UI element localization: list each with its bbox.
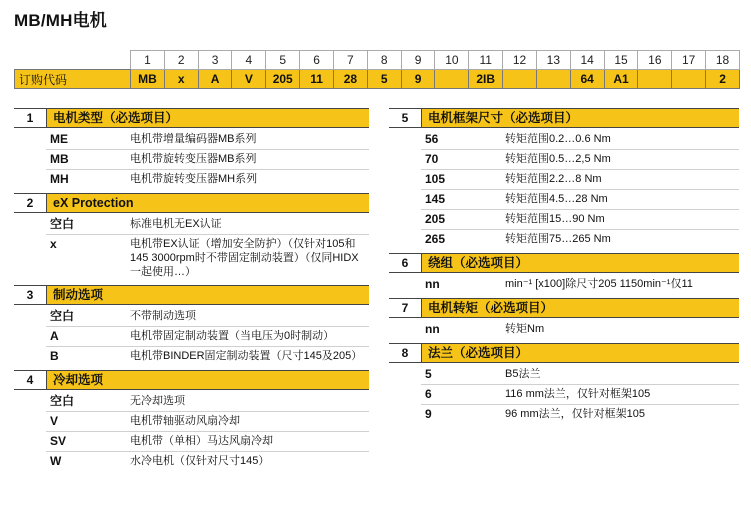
- option-code: MH: [50, 172, 69, 186]
- option-description: 水冷电机（仅针对尺寸145）: [130, 455, 270, 467]
- section-header: [14, 108, 369, 128]
- option-row: [421, 320, 739, 339]
- option-row: [421, 210, 739, 230]
- section-number: 8: [389, 344, 422, 362]
- position-number: 11: [469, 51, 503, 70]
- option-description: 转矩Nm: [505, 323, 545, 335]
- section-title: 法兰（必选项目）: [422, 344, 739, 362]
- ordering-code-table: [14, 50, 740, 89]
- section-title: 电机类型（必选项目）: [47, 109, 369, 127]
- option-section: [389, 343, 739, 424]
- option-row: [46, 452, 369, 471]
- section-header: [389, 253, 739, 273]
- option-description: 转矩范围15…90 Nm: [505, 213, 605, 225]
- option-code: 空白: [50, 217, 75, 231]
- blank-cell: [15, 51, 131, 70]
- position-number: 3: [198, 51, 232, 70]
- option-code: 265: [425, 232, 446, 246]
- option-code: 205: [425, 212, 446, 226]
- option-row: [46, 392, 369, 412]
- section-title: 绕组（必选项目）: [422, 254, 739, 272]
- section-number: 5: [389, 109, 422, 127]
- option-section: [389, 253, 739, 294]
- option-description: 不带制动选项: [130, 310, 196, 322]
- option-description: 电机带轴驱动风扇冷却: [130, 415, 240, 427]
- ordering-code-row: [15, 70, 740, 89]
- option-description: 96 mm法兰，仅针对框架105: [505, 408, 645, 420]
- option-code: W: [50, 454, 62, 468]
- option-code: 5: [425, 367, 432, 381]
- position-number: 9: [401, 51, 435, 70]
- section-number: 1: [14, 109, 47, 127]
- option-code: nn: [425, 277, 440, 291]
- option-description: 电机带BINDER固定制动装置（尺寸145及205）: [130, 350, 363, 362]
- page-title: MB/MH电机: [14, 11, 107, 30]
- option-code: 105: [425, 172, 446, 186]
- option-description: 电机带增量编码器MB系列: [130, 133, 257, 145]
- code-value: MB: [131, 70, 165, 89]
- option-description: 电机带EX认证（增加安全防护）（仅针对105和145 3000rpm时不带固定制动装置）（仅同HIDX一起使用…）: [130, 238, 359, 278]
- section-title: 制动选项: [47, 286, 369, 304]
- position-number: 2: [164, 51, 198, 70]
- code-value: 205: [266, 70, 300, 89]
- option-section: [389, 108, 739, 249]
- option-description: 转矩范围0.5…2,5 Nm: [505, 153, 611, 165]
- code-value: [435, 70, 469, 89]
- position-number: 4: [232, 51, 266, 70]
- option-row: [46, 307, 369, 327]
- option-code: SV: [50, 434, 67, 448]
- option-description: 转矩范围4.5…28 Nm: [505, 193, 608, 205]
- option-row: [46, 170, 369, 189]
- position-number: 13: [536, 51, 570, 70]
- option-code: 空白: [50, 309, 75, 323]
- code-value: A1: [604, 70, 638, 89]
- code-value: x: [164, 70, 198, 89]
- code-value: A: [198, 70, 232, 89]
- section-header: [14, 193, 369, 213]
- option-row: [421, 190, 739, 210]
- section-title: eX Protection: [47, 194, 369, 212]
- option-description: 电机带旋转变压器MB系列: [130, 153, 257, 165]
- position-number: 8: [367, 51, 401, 70]
- option-row: [421, 275, 739, 294]
- option-row: [46, 412, 369, 432]
- code-value: [536, 70, 570, 89]
- option-row: [46, 130, 369, 150]
- position-number: 6: [300, 51, 334, 70]
- position-number: 15: [604, 51, 638, 70]
- option-section: [14, 285, 369, 366]
- code-value: 9: [401, 70, 435, 89]
- position-number-row: [15, 51, 740, 70]
- option-description: 转矩范围2.2…8 Nm: [505, 173, 602, 185]
- position-number: 10: [435, 51, 469, 70]
- code-value: 11: [300, 70, 334, 89]
- position-number: 17: [672, 51, 706, 70]
- option-description: 电机带（单相）马达风扇冷却: [130, 435, 273, 447]
- option-code: 145: [425, 192, 446, 206]
- option-description: 转矩范围0.2…0.6 Nm: [505, 133, 611, 145]
- section-number: 7: [389, 299, 422, 317]
- option-code: ME: [50, 132, 68, 146]
- option-section: [389, 298, 739, 339]
- section-number: 6: [389, 254, 422, 272]
- option-row: [421, 230, 739, 249]
- option-section: [14, 370, 369, 471]
- position-number: 1: [131, 51, 165, 70]
- section-title: 电机框架尺寸（必选项目）: [422, 109, 739, 127]
- code-value: 28: [333, 70, 367, 89]
- code-value: 2IB: [469, 70, 503, 89]
- position-number: 16: [638, 51, 672, 70]
- option-code: V: [50, 414, 59, 428]
- option-description: 标准电机无EX认证: [130, 218, 222, 230]
- option-description: 电机带固定制动装置（当电压为0时制动）: [130, 330, 335, 342]
- position-number: 12: [503, 51, 537, 70]
- section-header: [14, 285, 369, 305]
- section-header: [389, 343, 739, 363]
- option-row: [421, 170, 739, 190]
- option-description: 电机带旋转变压器MH系列: [130, 173, 258, 185]
- option-row: [421, 385, 739, 405]
- option-row: [46, 432, 369, 452]
- option-code: A: [50, 329, 59, 343]
- option-code: 6: [425, 387, 432, 401]
- section-number: 4: [14, 371, 47, 389]
- option-row: [421, 365, 739, 385]
- option-section: [14, 108, 369, 189]
- code-value: 64: [570, 70, 604, 89]
- options-left-column: [14, 108, 369, 475]
- section-header: [389, 298, 739, 318]
- option-description: min⁻¹ [x100]除尺寸205 1150min⁻¹仅11: [505, 278, 693, 290]
- position-number: 14: [570, 51, 604, 70]
- section-header: [14, 370, 369, 390]
- section-title: 电机转矩（必选项目）: [422, 299, 739, 317]
- option-row: [421, 130, 739, 150]
- option-row: [421, 405, 739, 424]
- options-right-column: [389, 108, 739, 428]
- option-row: [46, 327, 369, 347]
- option-row: [46, 235, 369, 281]
- option-row: [46, 150, 369, 170]
- option-code: MB: [50, 152, 69, 166]
- position-number: 5: [266, 51, 300, 70]
- section-header: [389, 108, 739, 128]
- option-row: [421, 150, 739, 170]
- option-description: B5法兰: [505, 368, 541, 380]
- code-value: V: [232, 70, 266, 89]
- option-code: 空白: [50, 394, 75, 408]
- option-section: [14, 193, 369, 281]
- position-number: 7: [333, 51, 367, 70]
- option-code: B: [50, 349, 59, 363]
- code-value: 2: [706, 70, 740, 89]
- option-code: 9: [425, 407, 432, 421]
- option-code: 70: [425, 152, 439, 166]
- section-number: 2: [14, 194, 47, 212]
- option-description: 转矩范围75…265 Nm: [505, 233, 611, 245]
- code-value: [672, 70, 706, 89]
- code-value: [503, 70, 537, 89]
- section-number: 3: [14, 286, 47, 304]
- code-value: [638, 70, 672, 89]
- code-value: 5: [367, 70, 401, 89]
- option-description: 无冷却选项: [130, 395, 185, 407]
- option-code: nn: [425, 322, 440, 336]
- position-number: 18: [706, 51, 740, 70]
- section-title: 冷却选项: [47, 371, 369, 389]
- option-code: x: [50, 237, 57, 251]
- option-code: 56: [425, 132, 439, 146]
- ordering-code-label: 订购代码: [15, 70, 131, 89]
- option-row: [46, 215, 369, 235]
- option-description: 116 mm法兰，仅针对框架105: [505, 388, 651, 400]
- option-row: [46, 347, 369, 366]
